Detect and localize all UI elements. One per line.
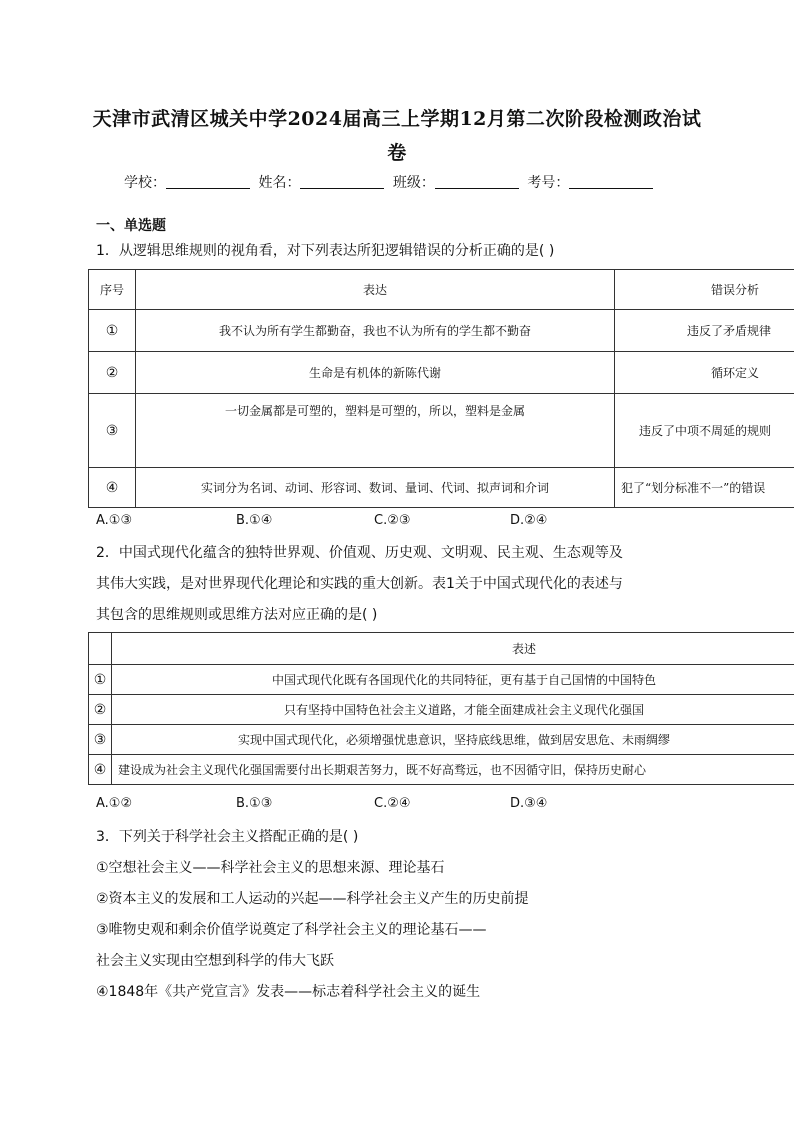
student-info-line — [124, 172, 657, 192]
row-number: ④ — [89, 468, 136, 508]
table-header-row — [89, 633, 794, 665]
header-statement: 表述 — [112, 633, 794, 665]
table-row — [89, 468, 794, 508]
table-row — [89, 725, 794, 755]
q2-table — [88, 632, 794, 785]
row-expression: 我不认为所有学生都勤奋，我也不认为所有的学生都不勤奋 — [136, 310, 615, 352]
q3-line5: ④1848年《共产党宣言》发表——标志着科学社会主义的诞生 — [96, 984, 481, 1000]
q3-line3: ③唯物史观和剩余价值学说奠定了科学社会主义的理论基石—— — [96, 922, 487, 938]
q3-line1: ①空想社会主义——科学社会主义的思想来源、理论基石 — [96, 860, 445, 876]
table-row — [89, 394, 794, 468]
q2-option-b[interactable]: B.①③ — [236, 796, 273, 811]
header-error-analysis: 错误分析 — [615, 270, 794, 310]
row-number: ① — [89, 310, 136, 352]
school-blank — [166, 174, 250, 189]
row-number: ③ — [89, 725, 112, 755]
row-expression: 生命是有机体的新陈代谢 — [136, 352, 615, 394]
q2-stem-line2: 其伟大实践，是对世界现代化理论和实践的重大创新。表1关于中国式现代化的表述与 — [96, 576, 623, 592]
row-statement: 只有坚持中国特色社会主义道路，才能全面建成社会主义现代化强国 — [112, 695, 794, 725]
table-row — [89, 695, 794, 725]
table-row — [89, 352, 794, 394]
row-expression: 实词分为名词、动词、形容词、数词、量词、代词、拟声词和介词 — [136, 468, 615, 508]
section-title: 一、单选题 — [96, 218, 166, 234]
header-number: 序号 — [89, 270, 136, 310]
q2-stem-line3: 其包含的思维规则或思维方法对应正确的是( ) — [96, 607, 378, 623]
row-expression: 一切金属都是可塑的，塑料是可塑的，所以，塑料是金属 — [136, 394, 615, 468]
row-error: 违反了中项不周延的规则 — [615, 394, 794, 468]
row-number: ③ — [89, 394, 136, 468]
row-number: ② — [89, 695, 112, 725]
row-statement: 实现中国式现代化，必须增强忧患意识，坚持底线思维，做到居安思危、未雨绸缪 — [112, 725, 794, 755]
q2-option-c[interactable]: C.②④ — [374, 796, 411, 811]
table-header-row — [89, 270, 794, 310]
q3-line4: 社会主义实现由空想到科学的伟大飞跃 — [96, 953, 334, 969]
q1-option-b[interactable]: B.①④ — [236, 513, 273, 528]
table-row — [89, 310, 794, 352]
name-blank — [300, 174, 384, 189]
school-label: 学校： — [124, 175, 166, 191]
id-blank — [569, 174, 653, 189]
class-label: 班级： — [392, 175, 435, 191]
q2-option-d[interactable]: D.③④ — [510, 796, 548, 811]
q3-line2: ②资本主义的发展和工人运动的兴起——科学社会主义产生的历史前提 — [96, 891, 529, 907]
id-label: 考号： — [527, 175, 570, 191]
q2-option-a[interactable]: A.①② — [96, 796, 133, 811]
exam-title-line1: 天津市武清区城关中学2024届高三上学期12月第二次阶段检测政治试 — [92, 108, 702, 130]
row-error: 犯了“划分标准不一”的错误 — [615, 468, 794, 508]
header-number-empty — [89, 633, 112, 665]
row-number: ① — [89, 665, 112, 695]
row-number: ② — [89, 352, 136, 394]
row-error: 循环定义 — [615, 352, 794, 394]
table-row — [89, 755, 794, 785]
q1-option-a[interactable]: A.①③ — [96, 513, 133, 528]
row-statement: 中国式现代化既有各国现代化的共同特征，更有基于自己国情的中国特色 — [112, 665, 794, 695]
name-label: 姓名： — [258, 175, 301, 191]
row-number: ④ — [89, 755, 112, 785]
row-error: 违反了矛盾规律 — [615, 310, 794, 352]
row-statement: 建设成为社会主义现代化强国需要付出长期艰苦努力，既不好高骛远，也不因循守旧，保持历史耐心 — [112, 755, 794, 785]
q2-stem-line1: 2．中国式现代化蕴含的独特世界观、价值观、历史观、文明观、民主观、生态观等及 — [96, 545, 623, 561]
q1-stem: 1．从逻辑思维规则的视角看，对下列表达所犯逻辑错误的分析正确的是( ) — [96, 243, 555, 259]
header-expression: 表达 — [136, 270, 615, 310]
q1-option-d[interactable]: D.②④ — [510, 513, 548, 528]
q1-table — [88, 269, 794, 508]
exam-title-line2: 卷 — [387, 142, 407, 164]
table-row — [89, 665, 794, 695]
q3-stem: 3．下列关于科学社会主义搭配正确的是( ) — [96, 829, 359, 845]
q1-option-c[interactable]: C.②③ — [374, 513, 411, 528]
class-blank — [435, 174, 519, 189]
